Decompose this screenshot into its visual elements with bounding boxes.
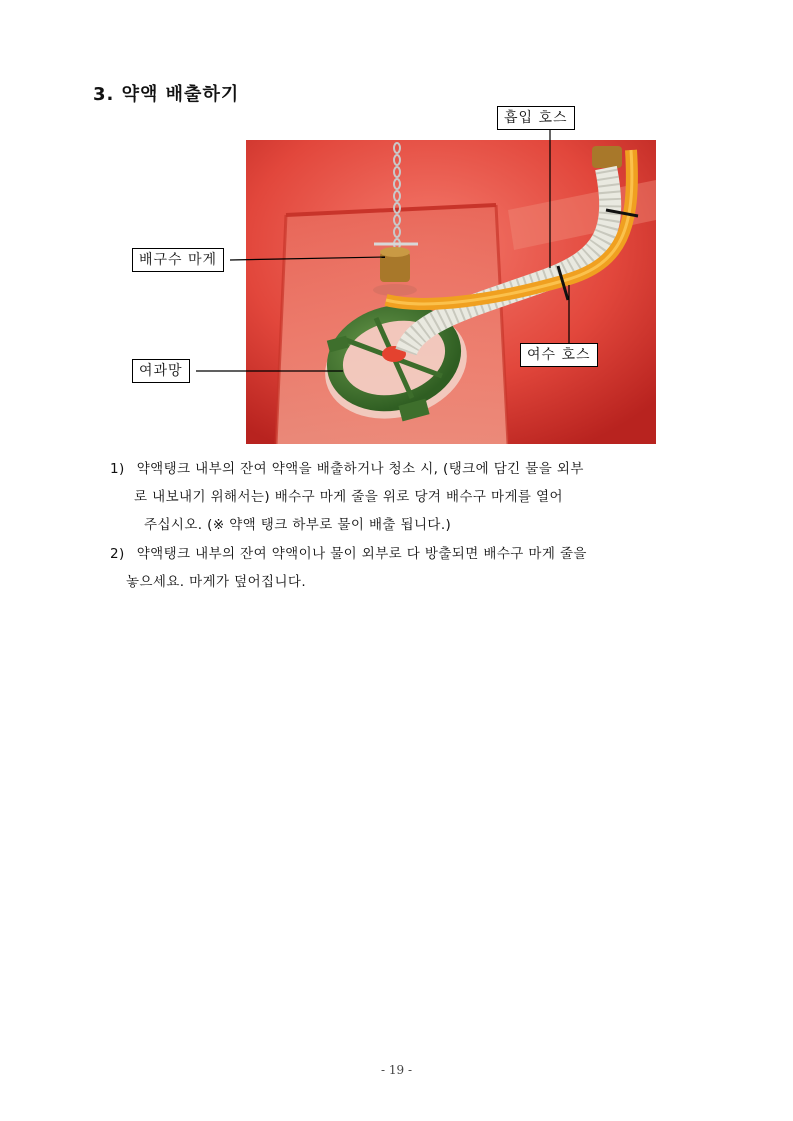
drain-cap-callout: 배구수 마게 (132, 248, 224, 272)
overflow-hose-callout: 여수 호스 (520, 343, 598, 367)
instruction-item-2-line-2: 놓으세요. 마게가 덮어집니다. (126, 574, 307, 590)
instruction-item-1-line-3: 주십시오. (※ 약액 탱크 하부로 물이 배출 됩니다.) (144, 517, 452, 533)
page-number: - 19 - (380, 1063, 412, 1077)
item-2-text-line-1: 약액탱크 내부의 잔여 약액이나 물이 외부로 다 방출되면 배수구 마게 줄을 (136, 546, 587, 562)
strainer-callout: 여과망 (132, 359, 190, 383)
instruction-item-2-line-1 (110, 540, 587, 568)
drain-photo (246, 140, 656, 444)
instruction-item-1-line-2: 로 내보내기 위해서는) 배수구 마게 줄을 위로 당겨 배수구 마게를 열어 (134, 489, 563, 505)
section-title: 3. 약액 배출하기 (93, 84, 240, 105)
instruction-item-1-line-1 (110, 455, 584, 483)
item-1-text-line-1: 약액탱크 내부의 잔여 약액을 배출하거나 청소 시, (탱크에 담긴 물을 외부 (136, 461, 584, 477)
item-1-number: 1) (110, 461, 125, 477)
item-2-number: 2) (110, 546, 125, 562)
intake-hose-callout: 흡입 호스 (497, 106, 575, 130)
